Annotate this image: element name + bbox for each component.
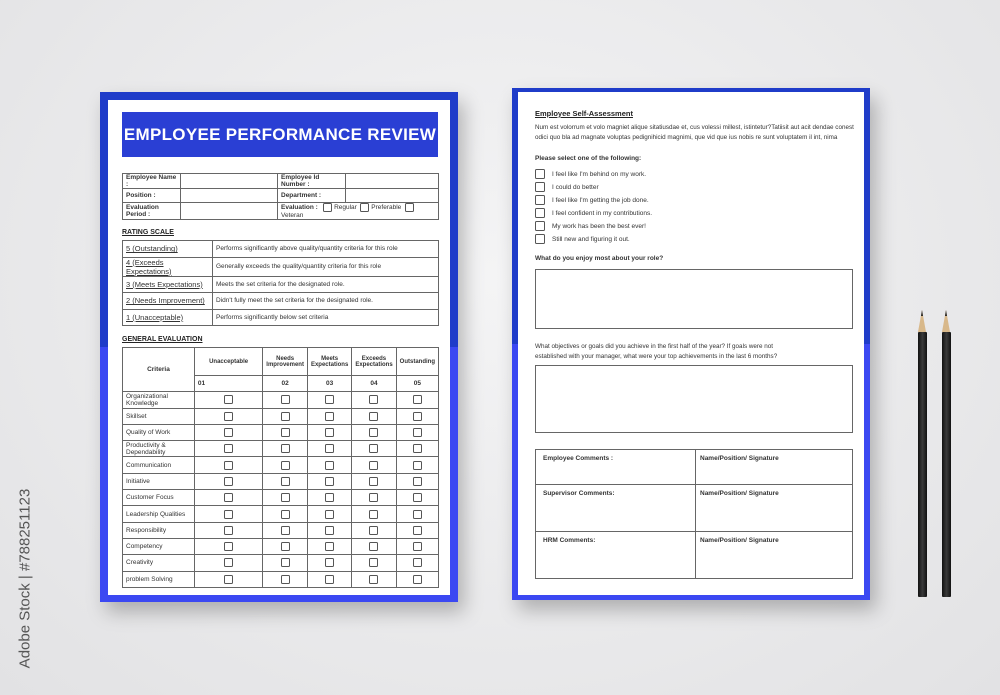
rating-description: Performs significantly below set criteria	[213, 309, 439, 326]
rating-row	[123, 241, 439, 258]
rating-column-header: Meets Expectations	[307, 348, 351, 376]
self-assessment-option[interactable]	[535, 169, 646, 179]
rating-checkbox[interactable]	[369, 461, 378, 470]
position-field[interactable]	[181, 189, 278, 203]
signature-field[interactable]: Name/Position/ Signature	[696, 485, 853, 532]
preferable-label: Preferable	[371, 204, 402, 212]
criteria-label: Responsibility	[123, 522, 195, 538]
rating-checkbox[interactable]	[281, 444, 290, 453]
evaluation-period-field[interactable]	[181, 203, 278, 220]
criteria-label: Skillset	[123, 408, 195, 424]
rating-description: Performs significantly above quality/quantity criteria for this role	[213, 241, 439, 258]
option-label: I could do better	[552, 183, 599, 191]
rating-scale-table	[122, 240, 439, 326]
rating-checkbox[interactable]	[224, 575, 233, 584]
rating-checkbox[interactable]	[325, 558, 334, 567]
rating-checkbox[interactable]	[281, 575, 290, 584]
rating-column-header: Outstanding	[396, 348, 438, 376]
comment-row	[536, 532, 853, 579]
rating-checkbox[interactable]	[369, 493, 378, 502]
option-checkbox[interactable]	[535, 234, 545, 244]
rating-checkbox[interactable]	[369, 428, 378, 437]
criteria-label: Competency	[123, 538, 195, 554]
department-label: Department :	[278, 189, 346, 203]
criteria-label: Productivity & Dependability	[123, 441, 195, 457]
rating-checkbox[interactable]	[413, 493, 422, 502]
rating-checkbox[interactable]	[325, 412, 334, 421]
option-label: I feel like I'm behind on my work.	[552, 170, 647, 178]
comment-field[interactable]: Employee Comments :	[536, 450, 696, 485]
rating-checkbox[interactable]	[224, 558, 233, 567]
self-assessment-option[interactable]	[535, 182, 599, 192]
rating-checkbox[interactable]	[325, 461, 334, 470]
self-assessment-page	[512, 88, 870, 600]
rating-description: Meets the set criteria for the designated role.	[213, 276, 439, 293]
evaluation-period-label: Evaluation Period :	[123, 203, 181, 220]
rating-row	[123, 293, 439, 310]
comment-field[interactable]: HRM Comments:	[536, 532, 696, 579]
criteria-row	[123, 506, 439, 522]
rating-checkbox[interactable]	[369, 526, 378, 535]
option-checkbox[interactable]	[535, 221, 545, 231]
department-field[interactable]	[346, 189, 439, 203]
rating-checkbox[interactable]	[413, 461, 422, 470]
rating-checkbox[interactable]	[325, 395, 334, 404]
rating-checkbox[interactable]	[281, 461, 290, 470]
rating-checkbox[interactable]	[369, 412, 378, 421]
self-assessment-option[interactable]	[535, 234, 630, 244]
option-checkbox[interactable]	[535, 195, 545, 205]
enjoy-answer-box[interactable]	[535, 269, 853, 329]
general-evaluation-heading: GENERAL EVALUATION	[122, 336, 203, 343]
position-label: Position :	[123, 189, 181, 203]
rating-checkbox[interactable]	[413, 526, 422, 535]
option-label: I feel like I'm getting the job done.	[552, 196, 649, 204]
rating-checkbox[interactable]	[281, 558, 290, 567]
general-evaluation-table	[122, 347, 439, 588]
rating-row	[123, 309, 439, 326]
criteria-row	[123, 473, 439, 489]
rating-checkbox[interactable]	[369, 542, 378, 551]
rating-column-header: Needs Improvement	[263, 348, 308, 376]
enjoy-question: What do you enjoy most about your role?	[535, 255, 664, 262]
rating-checkbox[interactable]	[369, 510, 378, 519]
rating-checkbox[interactable]	[224, 477, 233, 486]
self-assessment-heading: Employee Self-Assessment	[535, 109, 633, 118]
criteria-row	[123, 441, 439, 457]
criteria-label: Customer Focus	[123, 490, 195, 506]
stock-watermark: Adobe Stock | #788251123	[16, 488, 34, 669]
rating-checkbox[interactable]	[325, 510, 334, 519]
rating-checkbox[interactable]	[325, 575, 334, 584]
rating-checkbox[interactable]	[224, 412, 233, 421]
employee-id-label: Employee Id Number :	[278, 174, 346, 189]
regular-checkbox[interactable]	[323, 203, 332, 212]
rating-checkbox[interactable]	[413, 477, 422, 486]
rating-checkbox[interactable]	[281, 510, 290, 519]
rating-column-number: 01	[194, 376, 262, 392]
regular-label: Regular	[334, 204, 357, 212]
option-checkbox[interactable]	[535, 182, 545, 192]
criteria-row	[123, 555, 439, 571]
criteria-label: Organizational Knowledge	[123, 392, 195, 408]
pencil	[918, 332, 927, 597]
criteria-row	[123, 522, 439, 538]
option-checkbox[interactable]	[535, 169, 545, 179]
pencil	[942, 332, 951, 597]
option-label: My work has been the best ever!	[552, 222, 646, 230]
criteria-label: Leadership Qualities	[123, 506, 195, 522]
rating-checkbox[interactable]	[224, 526, 233, 535]
option-checkbox[interactable]	[535, 208, 545, 218]
rating-checkbox[interactable]	[281, 493, 290, 502]
rating-level: 5 (Outstanding)	[123, 241, 213, 258]
self-assessment-option[interactable]	[535, 208, 652, 218]
rating-checkbox[interactable]	[369, 444, 378, 453]
rating-description: Generally exceeds the quality/quantity criteria for this role	[213, 257, 439, 276]
rating-column-number: 02	[263, 376, 308, 392]
self-assessment-option[interactable]	[535, 221, 646, 231]
rating-level: 1 (Unacceptable)	[123, 309, 213, 326]
comments-table	[535, 449, 853, 579]
employee-name-field[interactable]	[181, 174, 278, 189]
rating-checkbox[interactable]	[224, 542, 233, 551]
rating-checkbox[interactable]	[281, 412, 290, 421]
criteria-row	[123, 424, 439, 440]
objectives-question: What objectives or goals did you achieve in the first half of the year? If goals were not established with your manager, what were your top achievements in the last 6 months?	[535, 343, 778, 360]
rating-checkbox[interactable]	[325, 444, 334, 453]
rating-checkbox[interactable]	[224, 461, 233, 470]
rating-checkbox[interactable]	[369, 395, 378, 404]
employee-id-field[interactable]	[346, 174, 439, 189]
rating-checkbox[interactable]	[325, 493, 334, 502]
signature-field[interactable]: Name/Position/ Signature	[696, 450, 853, 485]
rating-checkbox[interactable]	[413, 428, 422, 437]
rating-level: 4 (Exceeds Expectations)	[123, 257, 213, 276]
rating-checkbox[interactable]	[325, 542, 334, 551]
rating-row	[123, 257, 439, 276]
objectives-answer-box[interactable]	[535, 365, 853, 433]
rating-checkbox[interactable]	[224, 444, 233, 453]
rating-checkbox[interactable]	[413, 558, 422, 567]
rating-checkbox[interactable]	[224, 428, 233, 437]
rating-checkbox[interactable]	[369, 558, 378, 567]
select-label: Please select one of the following:	[535, 155, 642, 162]
criteria-row	[123, 457, 439, 473]
rating-checkbox[interactable]	[413, 412, 422, 421]
veteran-checkbox[interactable]	[405, 203, 414, 212]
rating-row	[123, 276, 439, 293]
rating-checkbox[interactable]	[369, 575, 378, 584]
preferable-checkbox[interactable]	[360, 203, 369, 212]
comment-row	[536, 450, 853, 485]
rating-checkbox[interactable]	[281, 477, 290, 486]
comment-row	[536, 485, 853, 532]
criteria-label: Creativity	[123, 555, 195, 571]
rating-column-number: 04	[352, 376, 396, 392]
rating-column-header: Unacceptable	[194, 348, 262, 376]
criteria-row	[123, 408, 439, 424]
rating-checkbox[interactable]	[369, 477, 378, 486]
rating-checkbox[interactable]	[281, 395, 290, 404]
veteran-label: Veteran	[281, 212, 304, 219]
criteria-label: Initiative	[123, 473, 195, 489]
criteria-row	[123, 392, 439, 408]
rating-checkbox[interactable]	[224, 395, 233, 404]
self-assessment-option[interactable]	[535, 195, 649, 205]
criteria-label: Quality of Work	[123, 424, 195, 440]
rating-level: 2 (Needs Improvement)	[123, 293, 213, 310]
rating-checkbox[interactable]	[325, 428, 334, 437]
rating-level: 3 (Meets Expectations)	[123, 276, 213, 293]
rating-column-number: 03	[307, 376, 351, 392]
page-title: EMPLOYEE PERFORMANCE REVIEW	[122, 112, 438, 157]
performance-review-page	[100, 92, 458, 602]
signature-field[interactable]: Name/Position/ Signature	[696, 532, 853, 579]
rating-checkbox[interactable]	[224, 493, 233, 502]
rating-checkbox[interactable]	[325, 526, 334, 535]
rating-checkbox[interactable]	[413, 444, 422, 453]
rating-checkbox[interactable]	[281, 526, 290, 535]
rating-description: Didn't fully meet the set criteria for the designated role.	[213, 293, 439, 310]
criteria-row	[123, 490, 439, 506]
criteria-header: Criteria	[123, 348, 195, 392]
employee-name-label: Employee Name :	[123, 174, 181, 189]
rating-checkbox[interactable]	[413, 575, 422, 584]
rating-checkbox[interactable]	[325, 477, 334, 486]
intro-text: Num est volorrum et volo magniet alique sitatiusdae et, cus volessi millest, istintetur?Tatiisit aut acit dendae conest odici quo bla ad magnate voluptas pedignihicid magnimi, que vid que ius nobis re sunt voluptatem il int, nima	[535, 124, 854, 141]
criteria-label: Communication	[123, 457, 195, 473]
rating-checkbox[interactable]	[413, 395, 422, 404]
criteria-row	[123, 571, 439, 587]
rating-checkbox[interactable]	[413, 510, 422, 519]
criteria-row	[123, 538, 439, 554]
rating-checkbox[interactable]	[413, 542, 422, 551]
rating-column-number: 05	[396, 376, 438, 392]
rating-checkbox[interactable]	[281, 428, 290, 437]
employee-info-table	[122, 173, 439, 220]
option-label: Still new and figuring it out.	[552, 235, 630, 243]
rating-checkbox[interactable]	[281, 542, 290, 551]
rating-checkbox[interactable]	[224, 510, 233, 519]
option-label: I feel confident in my contributions.	[552, 209, 653, 217]
criteria-label: problem Solving	[123, 571, 195, 587]
comment-field[interactable]: Supervisor Comments:	[536, 485, 696, 532]
evaluation-label: Evaluation :	[281, 204, 318, 212]
rating-scale-heading: RATING SCALE	[122, 229, 174, 236]
rating-column-header: Exceeds Expectations	[352, 348, 396, 376]
